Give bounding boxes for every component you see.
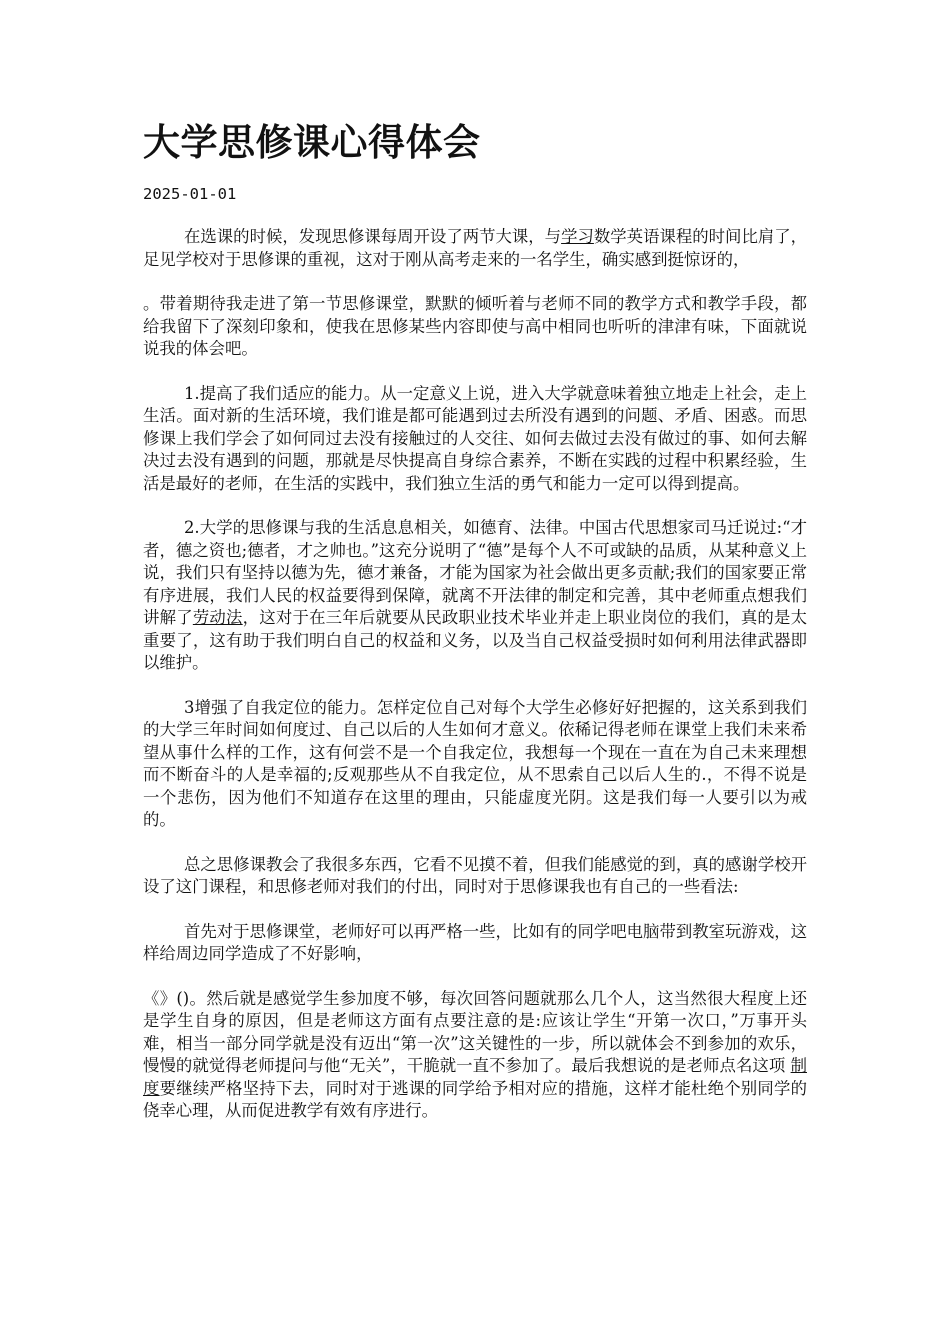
paragraph-text: 1.提高了我们适应的能力。从一定意义上说，进入大学就意味着独立地走上社会，走上生活。面对新的生活环境，我们谁是都可能遇到过去所没有遇到的问题、矛盾、困惑。而思修课上我们学会了如何同过去没有接触过的人交往、如何去做过去没有做过的事、如何去解决过去没有遇到的问题，那就是尽快提高自身综合素养，不断在实践的过程中积累经验，生活是最好的老师，在生活的实践中，我们独立生活的勇气和能力一定可以得到提高。 (143, 383, 807, 493)
paragraph-text: 首先对于思修课堂，老师好可以再严格一些，比如有的同学吧电脑带到教室玩游戏，这样给周边同学造成了不好影响， (143, 921, 807, 963)
document-body (143, 226, 807, 1145)
paragraph-5 (143, 697, 807, 832)
paragraph-text: 要继续严格坚持下去，同时对于逃课的同学给予相对应的措施，这样才能杜绝个别同学的侥幸心理，从而促进教学有效有序进行。 (143, 1078, 808, 1120)
link-zhidu[interactable]: 制度 (143, 1056, 807, 1098)
paragraph-4 (143, 517, 807, 675)
paragraph-text: 数学英语课程的时间比肩了，足见学校对于思修课的重视，这对于刚从高考走来的一名学生，确实感到挺惊讶的， (143, 227, 808, 269)
paragraph-text: 《》()。然后就是感觉学生参加度不够，每次回答问题就那么几个人，这当然很大程度上还是学生自身的原因，但是老师这方面有点要注意的是:应该让学生“开第一次口，”万事开头难，相当一部分同学就是没有迈出“第一次”这关键性的一步，所以就体会不到参加的欢乐，慢慢的就觉得老师提问与他“无关”，干脆就一直不参加了。最后我想说的是老师点名这项 (143, 988, 807, 1075)
paragraph-6 (143, 854, 807, 899)
paragraph-text: 总之思修课教会了我很多东西，它看不见摸不着，但我们能感觉的到，真的感谢学校开设了这门课程，和思修老师对我们的付出，同时对于思修课我也有自己的一些看法: (143, 854, 807, 896)
paragraph-8 (143, 988, 807, 1123)
document-title: 大学思修课心得体会 (143, 120, 481, 164)
link-xuexi[interactable]: 学习 (561, 227, 594, 246)
paragraph-1 (143, 226, 807, 271)
paragraph-3 (143, 383, 807, 496)
link-laodongfa[interactable]: 劳动法 (192, 608, 243, 627)
paragraph-text: 在选课的时候，发现思修课每周开设了两节大课，与 (184, 227, 562, 246)
paragraph-text: ，这对于在三年后就要从民政职业技术毕业并走上职业岗位的我们，真的是太重要了，这有助于我们明白自己的权益和义务，以及当自己权益受损时如何利用法律武器即以维护。 (143, 608, 808, 672)
paragraph-2 (143, 293, 807, 361)
paragraph-7 (143, 921, 807, 966)
paragraph-text: 3增强了自我定位的能力。怎样定位自己对每个大学生必修好好把握的，这关系到我们的大学三年时间如何度过、自己以后的人生如何才意义。依稀记得老师在课堂上我们未来希望从事什么样的工作，这有何尝不是一个自我定位，我想每一个现在一直在为自己未来理想而不断奋斗的人是幸福的;反观那些从不自我定位，从不思索自己以后人生的.，不得不说是一个悲伤，因为他们不知道存在这里的理由，只能虚度光阴。这是我们每一人要引以为戒的。 (143, 697, 807, 829)
document-date: 2025-01-01 (143, 185, 237, 203)
paragraph-text: 。带着期待我走进了第一节思修课堂，默默的倾听着与老师不同的教学方式和教学手段，都给我留下了深刻印象和，使我在思修某些内容即使与高中相同也听听的津津有味，下面就说说我的体会吧。 (143, 294, 807, 358)
paragraph-text: 2.大学的思修课与我的生活息息相关，如德育、法律。中国古代思想家司马迁说过:“才者，德之资也;德者，才之帅也。”这充分说明了“德”是每个人不可或缺的品质，从某种意义上说，我们只有坚持以德为先，德才兼备，才能为国家为社会做出更多贡献;我们的国家要正常有序进展，我们人民的权益要得到保障，就离不开法律的制定和完善，其中老师重点想我们讲解了 (143, 518, 807, 627)
